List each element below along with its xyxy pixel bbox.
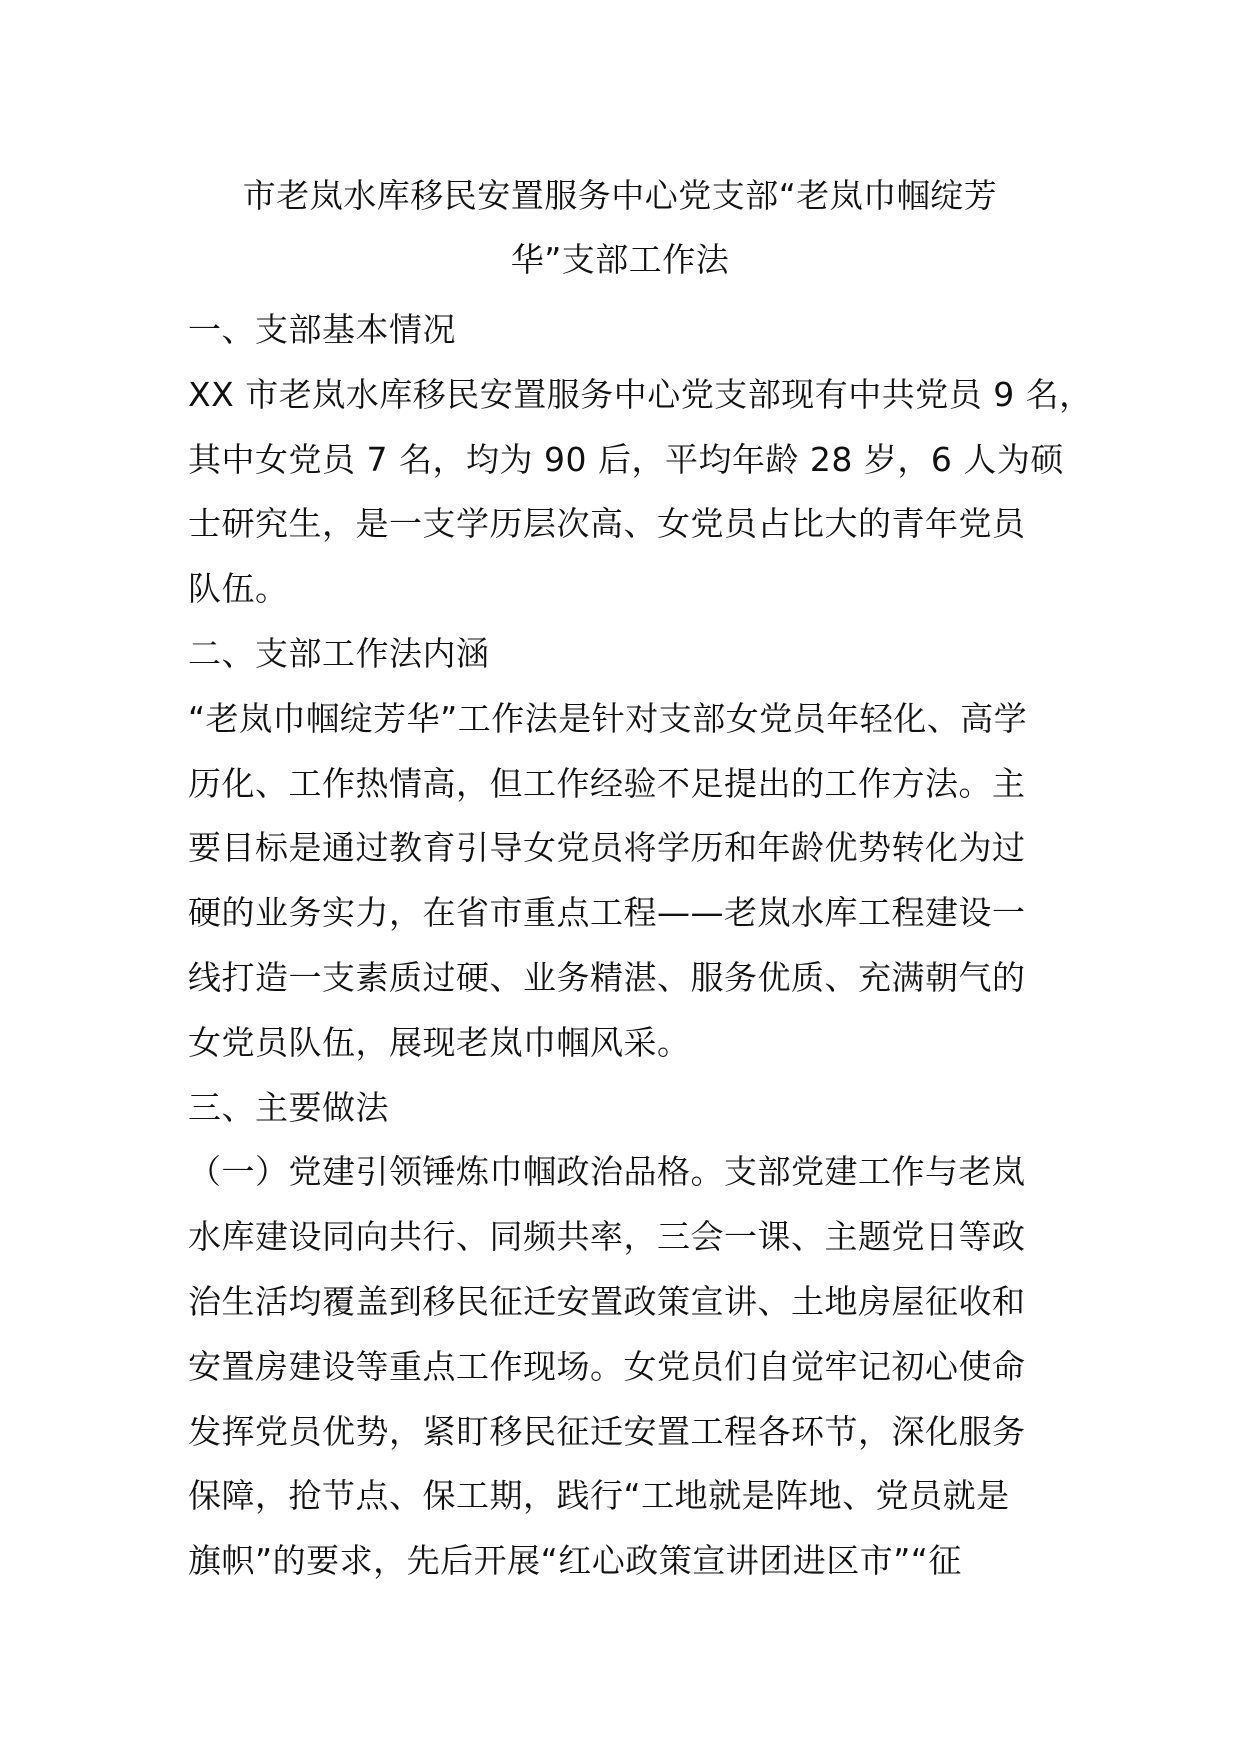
paragraph-line: （一）党建引领锤炼巾帼政治品格。支部党建工作与老岚	[188, 1152, 1026, 1192]
paragraph-line: 其中女党员 7 名，均为 90 后，平均年龄 28 岁，6 人为硕	[188, 439, 1064, 479]
paragraph-line: 治生活均覆盖到移民征迁安置政策宣讲、土地房屋征收和	[188, 1281, 1026, 1321]
paragraph-line: 线打造一支素质过硬、业务精湛、服务优质、充满朝气的	[188, 957, 1026, 997]
paragraph-line: 保障，抢节点、保工期，践行“工地就是阵地、党员就是	[188, 1476, 1010, 1516]
section-heading-method-meaning: 二、支部工作法内涵	[188, 633, 490, 673]
paragraph-line: 安置房建设等重点工作现场。女党员们自觉牢记初心使命	[188, 1346, 1026, 1386]
paragraph-line: 历化、工作热情高，但工作经验不足提出的工作方法。主	[188, 763, 1026, 803]
section-heading-basic-info: 一、支部基本情况	[188, 310, 456, 349]
paragraph-line: 旗帜”的要求，先后开展“红心政策宣讲团进区市”“征	[188, 1541, 962, 1581]
paragraph-line: 士研究生，是一支学历层次高、女党员占比大的青年党员	[188, 504, 1026, 544]
document-body	[188, 298, 1093, 1594]
paragraph-line: XX 市老岚水库移民安置服务中心党支部现有中共党员 9 名，	[188, 374, 1093, 414]
paragraph-line: 发挥党员优势，紧盯移民征迁安置工程各环节，深化服务	[188, 1411, 1026, 1451]
paragraph-line: 要目标是通过教育引导女党员将学历和年龄优势转化为过	[188, 828, 1026, 868]
paragraph-line: 队伍。	[188, 569, 289, 609]
paragraph-line: 水库建设同向共行、同频共率，三会一课、主题党日等政	[188, 1217, 1026, 1257]
paragraph-line: 硬的业务实力，在省市重点工程——老岚水库工程建设一	[188, 893, 1026, 933]
document-title-line-2: 华”支部工作法	[510, 240, 730, 279]
paragraph-line: 女党员队伍，展现老岚巾帼风采。	[188, 1022, 691, 1062]
paragraph-line: “老岚巾帼绽芳华”工作法是针对支部女党员年轻化、高学	[188, 698, 1028, 738]
document-title-line-1: 市老岚水库移民安置服务中心党支部“老岚巾帼绽芳	[242, 176, 998, 215]
section-heading-main-practices: 三、主要做法	[188, 1087, 389, 1127]
